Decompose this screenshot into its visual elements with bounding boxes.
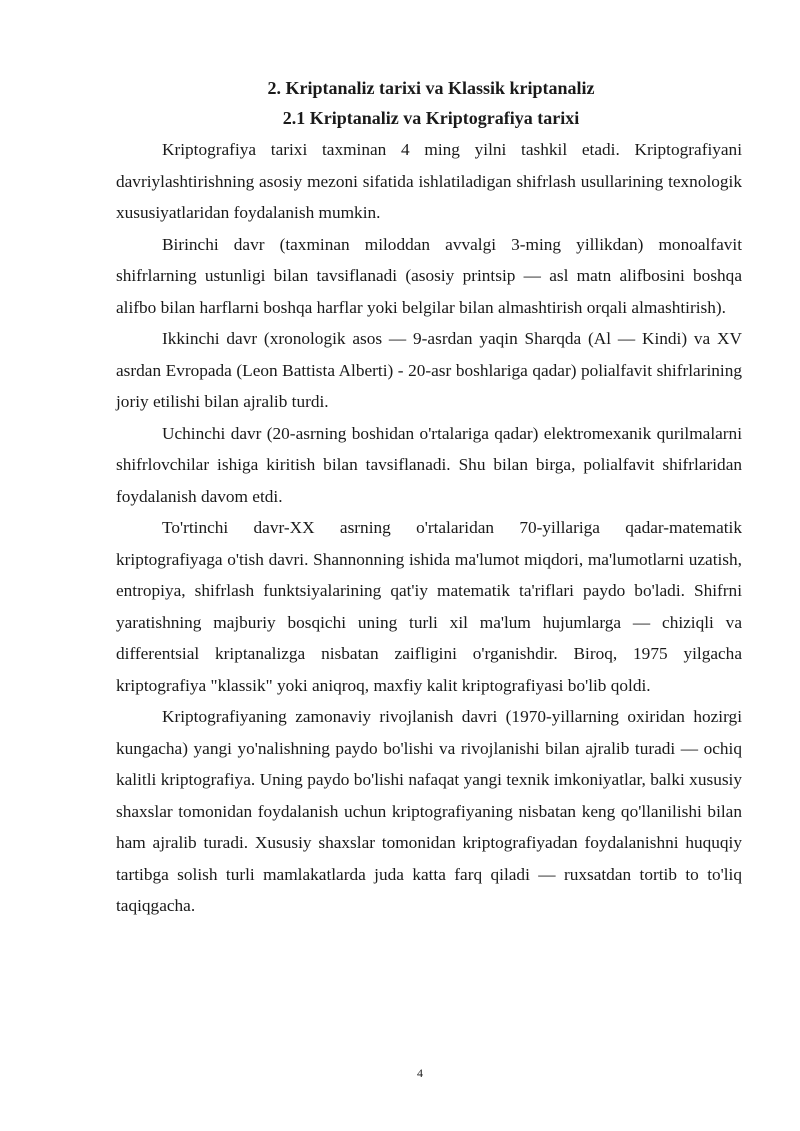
section-title: 2.1 Kriptanaliz va Kriptografiya tarixi <box>282 108 580 128</box>
chapter-title: 2. Kriptanaliz tarixi va Klassik kriptanaliz <box>267 78 595 98</box>
paragraph-modern-period: Kriptografiyaning zamonaviy rivojlanish davri (1970-yillarning oxiridan hozirgi kungacha) yangi yo'nalishning paydo bo'lishi va rivojlanishi bilan ajralib turadi — ochiq kalitli kriptografiya. Uning paydo bo'lishi nafaqat yangi texnik imkoniyatlar, balki xususiy shaxslar tomonidan foydalanish uchun kriptografiyaning nisbatan keng qo'llanilishi bilan ham ajralib turadi. Xususiy shaxslar tomonidan kriptografiyadan foydalanishni huquqiy tartibga solish turli mamlakatlarda juda katta farq qiladi — ruxsatdan tortib to to'liq taqiqgacha. <box>116 707 742 915</box>
paragraph-fourth-period: To'rtinchi davr-XX asrning o'rtalaridan 70-yillariga qadar-matematik kriptografiyaga o'tish davri. Shannonning ishida ma'lumot miqdori, ma'lumotlarni uzatish, entropiya, shifrlash funktsiyalarining qat'iy matematik ta'riflari paydo bo'ladi. Shifrni yaratishning majburiy bosqichi uning turli xil ma'lum hujumlarga — chiziqli va differentsial kriptanalizga nisbatan zaifligini o'rganishdir. Biroq, 1975 yilgacha kriptografiya "klassik" yoki aniqroq, maxfiy kalit kriptografiyasi bo'lib qoldi. <box>116 518 742 695</box>
paragraph-intro: Kriptografiya tarixi taxminan 4 ming yilni tashkil etadi. Kriptografiyani davriylashtirishning asosiy mezoni sifatida ishlatiladigan shifrlash usullarining texnologik xususiyatlaridan foydalanish mumkin. <box>116 140 742 222</box>
document-page <box>116 74 742 922</box>
paragraph-first-period: Birinchi davr (taxminan miloddan avvalgi 3-ming yillikdan) monoalfavit shifrlarning ustunligi bilan tavsiflanadi (asosiy printsip — asl matn alifbosini boshqa alifbo bilan harflarni boshqa harflar yoki belgilar bilan almashtirish orqali almashtirish). <box>116 234 742 317</box>
paragraph-third-period: Uchinchi davr (20-asrning boshidan o'rtalariga qadar) elektromexanik qurilmalarni shifrlovchilar ishiga kiritish bilan tavsiflanadi. Shu bilan birga, polialfavit shifrlaridan foydalanish davom etdi. <box>116 423 742 506</box>
page-number: 4 <box>417 1066 423 1080</box>
paragraph-second-period: Ikkinchi davr (xronologik asos — 9-asrdan yaqin Sharqda (Al — Kindi) va XV asrdan Evropada (Leon Battista Alberti) - 20-asr boshlariga qadar) polialfavit shifrlarining joriy etilishi bilan ajralib turdi. <box>116 329 742 411</box>
